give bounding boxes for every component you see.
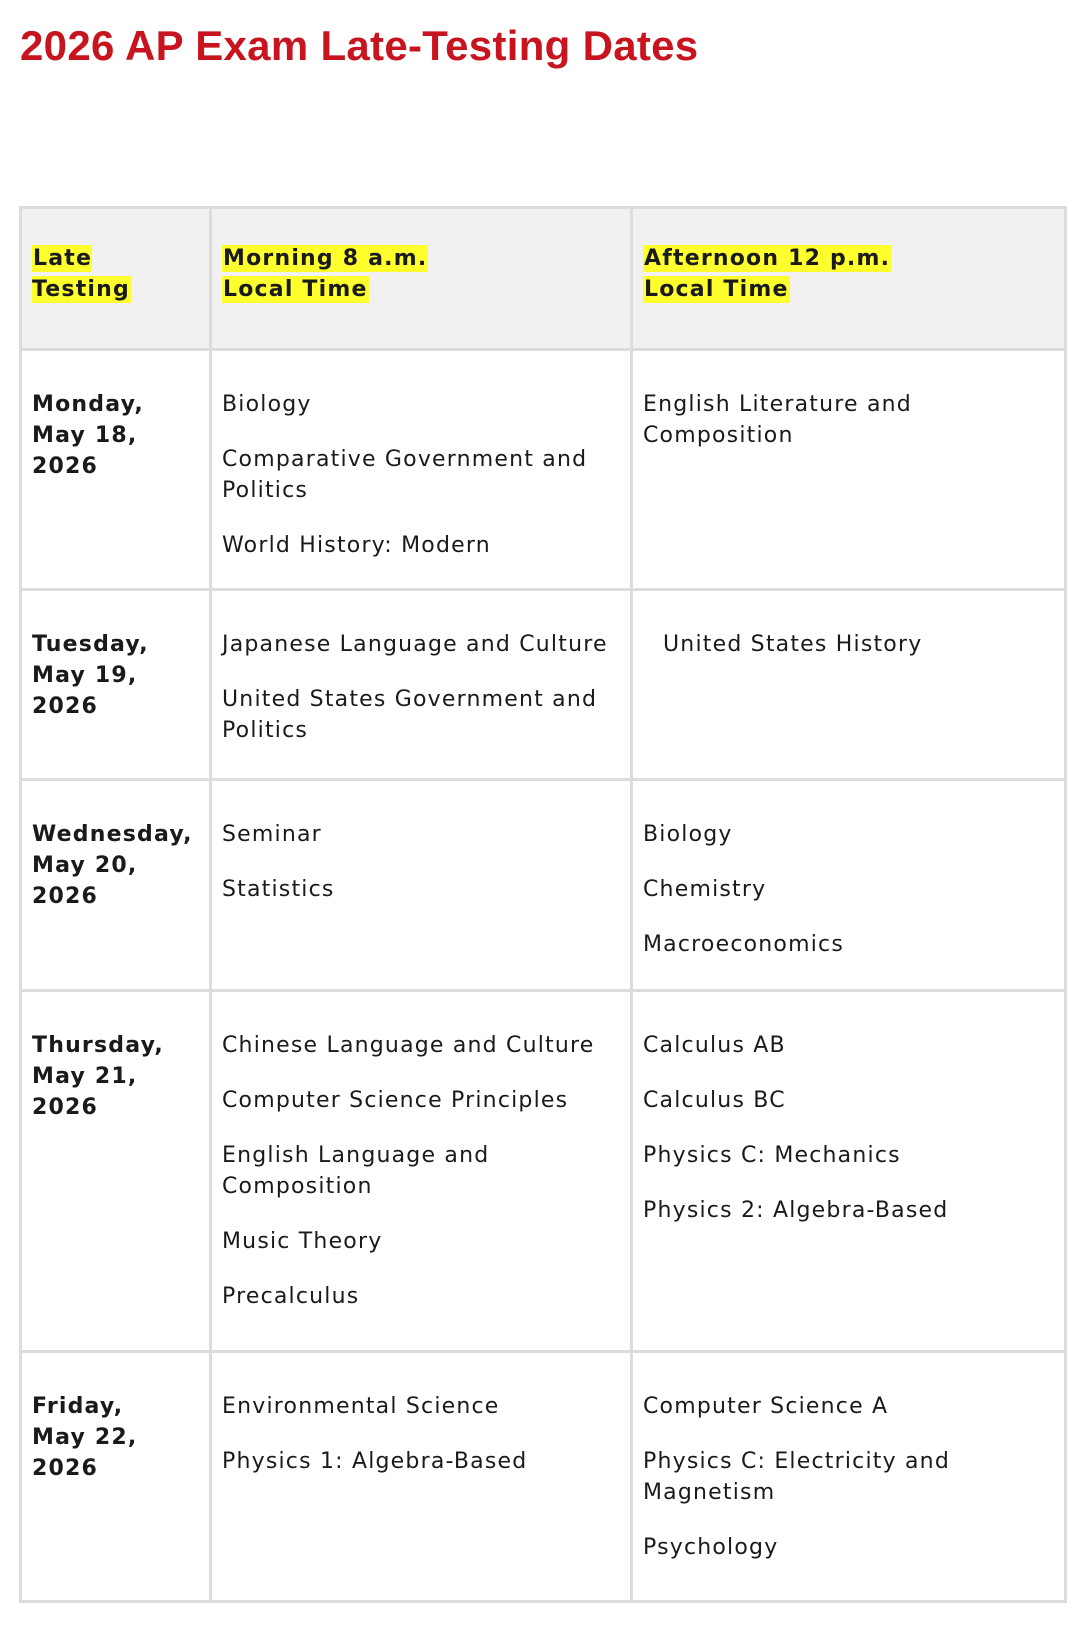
morning-exams-cell: [211, 780, 632, 991]
exam-item: Macroeconomics: [643, 932, 844, 957]
exam-item: Chinese Language and Culture: [222, 1033, 595, 1058]
header-afternoon: [632, 208, 1066, 350]
header-morning-sublabel: Local Time: [223, 277, 368, 302]
exam-item: Precalculus: [222, 1284, 360, 1309]
afternoon-exams-cell: [632, 590, 1066, 780]
exam-item: United States History: [663, 632, 923, 657]
table-row: [21, 1352, 1066, 1602]
exam-item: Statistics: [222, 877, 335, 902]
morning-exam-list: [222, 1030, 620, 1312]
morning-exams-cell: [211, 1352, 632, 1602]
weekday: Monday,: [32, 392, 144, 417]
afternoon-exams-cell: [632, 350, 1066, 590]
exam-item: United States Government and Politics: [222, 687, 598, 743]
morning-exam-list: [222, 819, 620, 905]
morning-exams-cell: [211, 350, 632, 590]
morning-exam-list: [222, 629, 620, 746]
exam-item: Physics C: Mechanics: [643, 1143, 901, 1168]
header-afternoon-sublabel: Local Time: [644, 277, 789, 302]
exam-item: Physics C: Electricity and Magnetism: [643, 1449, 950, 1505]
date-cell: [21, 780, 211, 991]
date: May 19,: [32, 663, 138, 688]
table-row: [21, 350, 1066, 590]
year: 2026: [32, 454, 99, 479]
weekday: Friday,: [32, 1394, 124, 1419]
weekday: Thursday,: [32, 1033, 164, 1058]
afternoon-exam-list: [643, 629, 1054, 660]
exam-item: Calculus AB: [643, 1033, 786, 1058]
exam-item: Physics 2: Algebra-Based: [643, 1198, 949, 1223]
header-morning: [211, 208, 632, 350]
year: 2026: [32, 1456, 99, 1481]
late-testing-schedule-table: [19, 206, 1067, 1603]
date: May 18,: [32, 423, 138, 448]
date-cell: [21, 991, 211, 1352]
date-cell: [21, 1352, 211, 1602]
afternoon-exam-list: [643, 819, 1054, 960]
exam-item: Music Theory: [222, 1229, 383, 1254]
year: 2026: [32, 1095, 99, 1120]
exam-item: Biology: [643, 822, 733, 847]
morning-exams-cell: [211, 991, 632, 1352]
table-header-row: [21, 208, 1066, 350]
date-cell: [21, 590, 211, 780]
morning-exam-list: [222, 389, 620, 561]
exam-item: Computer Science Principles: [222, 1088, 569, 1113]
header-late-testing-label: Late Testing: [32, 246, 130, 302]
header-morning-label: Morning 8 a.m.: [223, 246, 428, 271]
date: May 22,: [32, 1425, 138, 1450]
exam-item: Psychology: [643, 1535, 779, 1560]
afternoon-exam-list: [643, 1391, 1054, 1563]
morning-exams-cell: [211, 590, 632, 780]
exam-item: Computer Science A: [643, 1394, 889, 1419]
afternoon-exam-list: [643, 1030, 1054, 1226]
date-cell: [21, 350, 211, 590]
afternoon-exams-cell: [632, 991, 1066, 1352]
exam-item: English Literature and Composition: [643, 392, 912, 448]
header-late-testing: [21, 208, 211, 350]
year: 2026: [32, 694, 99, 719]
date: May 21,: [32, 1064, 138, 1089]
exam-item: Biology: [222, 392, 312, 417]
header-afternoon-label: Afternoon 12 p.m.: [644, 246, 891, 271]
exam-item: Seminar: [222, 822, 322, 847]
exam-item: Environmental Science: [222, 1394, 500, 1419]
date: May 20,: [32, 853, 138, 878]
afternoon-exams-cell: [632, 1352, 1066, 1602]
weekday: Tuesday,: [32, 632, 149, 657]
table-row: [21, 590, 1066, 780]
page-title: 2026 AP Exam Late-Testing Dates: [20, 22, 699, 69]
exam-item: Physics 1: Algebra-Based: [222, 1449, 528, 1474]
exam-item: Chemistry: [643, 877, 767, 902]
afternoon-exams-cell: [632, 780, 1066, 991]
weekday: Wednesday,: [32, 822, 193, 847]
table-row: [21, 780, 1066, 991]
table-row: [21, 991, 1066, 1352]
morning-exam-list: [222, 1391, 620, 1477]
year: 2026: [32, 884, 99, 909]
exam-item: Japanese Language and Culture: [222, 632, 608, 657]
exam-item: World History: Modern: [222, 533, 491, 558]
exam-item: Comparative Government and Politics: [222, 447, 588, 503]
exam-item: Calculus BC: [643, 1088, 786, 1113]
exam-item: English Language and Composition: [222, 1143, 490, 1199]
afternoon-exam-list: [643, 389, 1054, 451]
